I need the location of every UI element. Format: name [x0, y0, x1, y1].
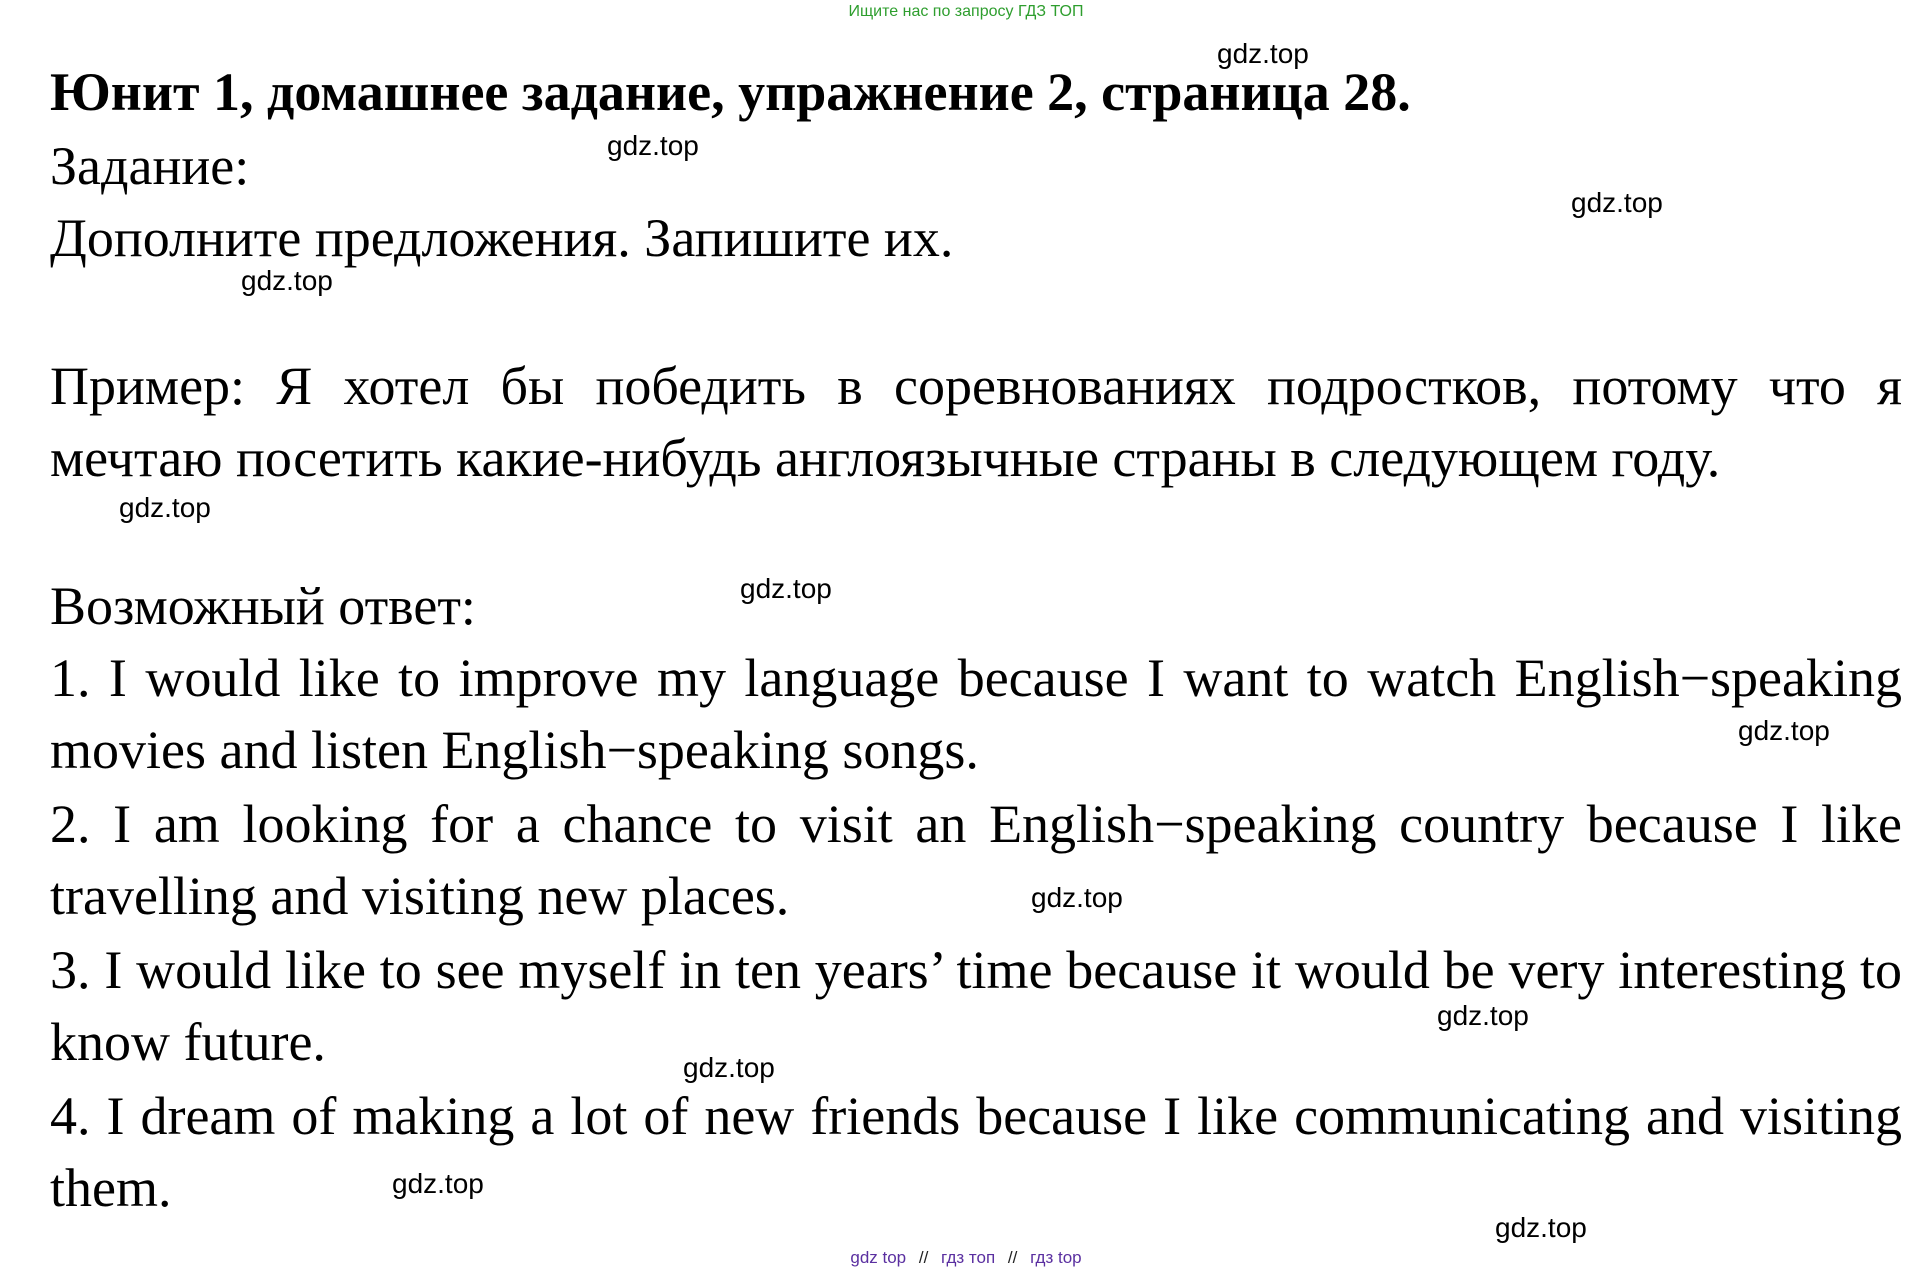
example-paragraph: Пример: Я хотел бы победить в соревнованиях подростков, потому что я мечтаю посетить какие-нибудь англоязычные страны в следующем году. — [50, 356, 1902, 488]
top-banner — [0, 2, 1932, 22]
watermark: gdz.top — [1437, 1000, 1529, 1031]
answer-item-4: 4. I dream of making a lot of new friends because I like communicating and visiting them. — [50, 1086, 1902, 1218]
footer-separator: // — [918, 1248, 929, 1267]
watermark: gdz.top — [119, 492, 211, 523]
watermark: gdz.top — [1495, 1212, 1587, 1243]
watermark: gdz.top — [241, 265, 333, 296]
footer-separator: // — [1007, 1248, 1018, 1267]
answer-item-3: 3. I would like to see myself in ten years’ time because it would be very interesting to know future. — [50, 940, 1902, 1072]
answer-item-2: 2. I am looking for a chance to visit an English−speaking country because I like travelling and visiting new places. — [50, 794, 1902, 926]
watermark: gdz.top — [1031, 882, 1123, 913]
page-title: Юнит 1, домашнее задание, упражнение 2, страница 28. — [50, 62, 1411, 122]
watermark: gdz.top — [392, 1168, 484, 1199]
footer-link[interactable]: гдз топ — [941, 1248, 996, 1267]
answer-item-1: 1. I would like to improve my language because I want to watch English−speaking movies and listen English−speaking songs. — [50, 648, 1902, 780]
footer-link[interactable]: гдз top — [1030, 1248, 1082, 1267]
watermark: gdz.top — [1738, 715, 1830, 746]
answer-label: Возможный ответ: — [50, 576, 476, 636]
watermark: gdz.top — [607, 130, 699, 161]
watermark: gdz.top — [740, 573, 832, 604]
task-text: Дополните предложения. Запишите их. — [50, 208, 954, 268]
watermark: gdz.top — [1217, 38, 1309, 69]
footer-links — [0, 1248, 1932, 1268]
watermark: gdz.top — [683, 1052, 775, 1083]
banner-text: Ищите нас по запросу ГДЗ ТОП — [848, 3, 1084, 20]
watermark: gdz.top — [1571, 187, 1663, 218]
footer-link[interactable]: gdz top — [850, 1248, 907, 1267]
task-label: Задание: — [50, 136, 250, 196]
